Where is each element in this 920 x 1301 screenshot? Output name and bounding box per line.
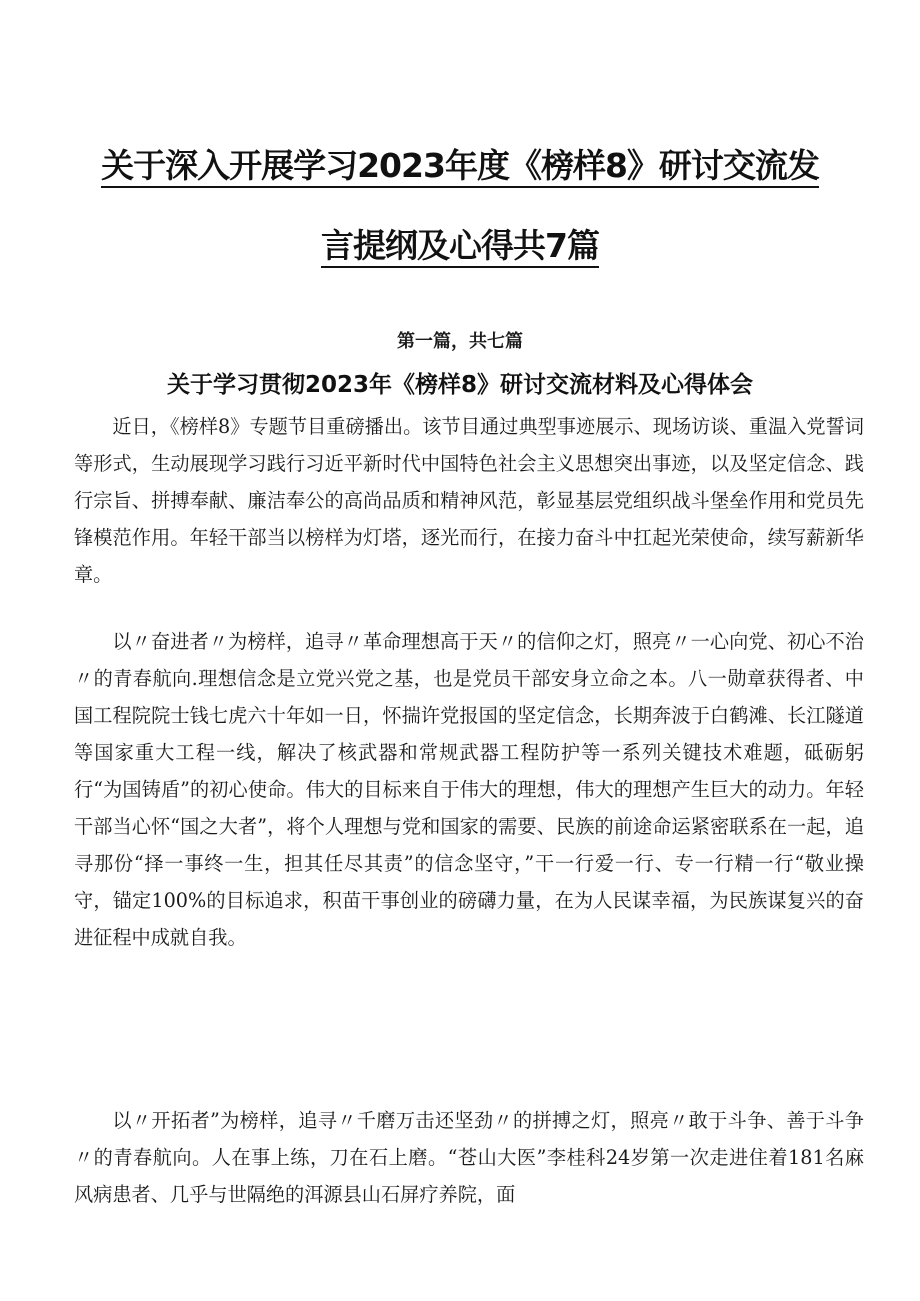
paragraph-1: 近日，《榜样8》专题节目重磅播出。该节目通过典型事迹展示、现场访谈、重温入党誓词等形式，生动展现学习践行习近平新时代中国特色社会主义思想突出事迹，以及坚定信念、践行宗旨、拼搏奉献、廉洁奉公的高尚品质和精神风范，彰显基层党组织战斗堡垒作用和党员先锋模范作用。年轻干部当以榜样为灯塔，逐光而行，在接力奋斗中扛起光荣使命，续写薪新华章。	[74, 415, 864, 586]
document-title-line-2-text: 言提纲及心得共7篇	[321, 226, 599, 268]
paragraph-2: 以〃奋进者〃为榜样，追寻〃革命理想高于天〃的信仰之灯，照亮〃一心向党、初心不治〃的青春航向.理想信念是立党兴党之基，也是党员干部安身立命之本。八一勋章获得者、中国工程院院士钱七虎六十年如一日，怀揣许党报国的坚定信念，长期奔波于白鹤滩、长江隧道等国家重大工程一线，解决了核武器和常规武器工程防护等一系列关键技术难题，砥砺躬行“为国铸盾”的初心使命。伟大的目标来自于伟大的理想，伟大的理想产生巨大的动力。年轻干部当心怀“国之大者”，将个人理想与党和国家的需要、民族的前途命运紧密联系在一起，追寻那份“择一事终一生，担其任尽其责”的信念坚守，”干一行爱一行、专一行精一行“敬业操守，锚定100%的目标追求，积苗干事创业的磅礴力量，在为人民谋幸福，为民族谋复兴的奋进征程中成就自我。	[74, 630, 864, 949]
chapter-number: 第一篇，共七篇	[397, 331, 523, 352]
paragraph-3: 以〃开拓者”为榜样，追寻〃千磨万击还坚劲〃的拼搏之灯，照亮〃敢于斗争、善于斗争〃的青春航向。人在事上练，刀在石上磨。“苍山大医”李桂科24岁第一次走进住着181名麻风病患者、几乎与世隔绝的洱源县山石屏疗养院，面	[74, 1109, 864, 1206]
document-title-line-1-text: 关于深入开展学习2023年度《榜样8》研讨交流发	[101, 146, 819, 188]
document-title-line-1	[60, 140, 860, 187]
chapter-title: 关于学习贯彻2023年《榜样8》研讨交流材料及心得体会	[166, 372, 754, 398]
document-title-line-2	[60, 220, 860, 267]
